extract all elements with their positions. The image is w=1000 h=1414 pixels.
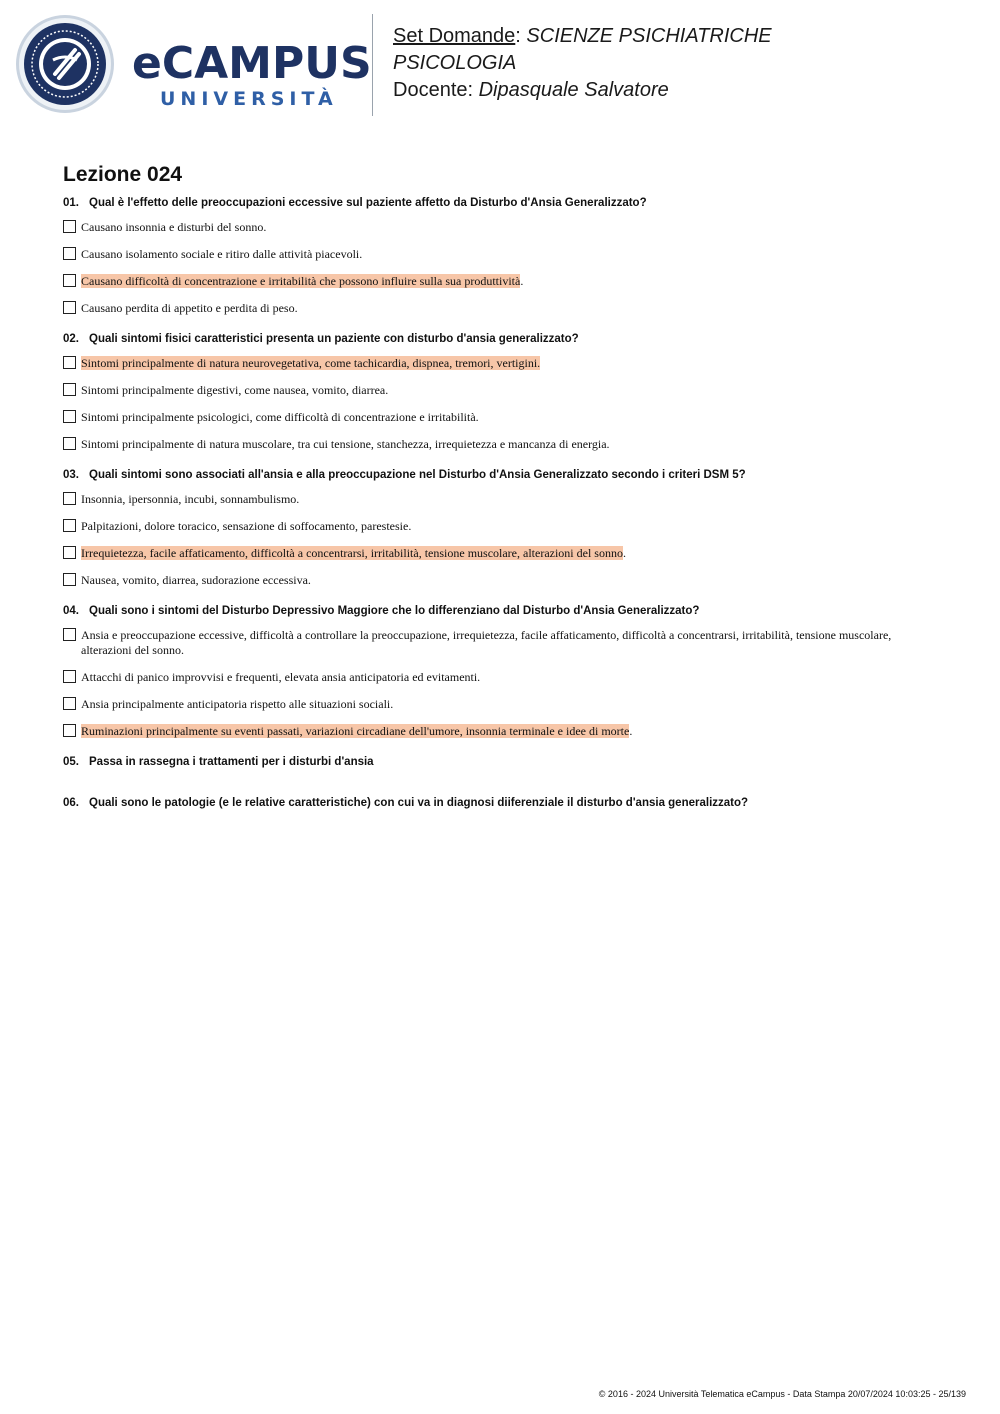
docente-label: Docente: (393, 79, 479, 101)
answer-text: Causano isolamento sociale e ritiro dalle attività piacevoli. (81, 247, 363, 261)
checkbox-icon[interactable] (63, 519, 76, 532)
set-label: Set Domande (393, 25, 516, 47)
answer-option[interactable] (63, 697, 943, 712)
question-number: 01. (63, 197, 79, 209)
answer-option[interactable] (63, 356, 943, 371)
question-label: Qual è l'effetto delle preoccupazioni eccessive sul paziente affetto da Disturbo d'Ansia Generalizzato? (89, 197, 647, 209)
question-number: 02. (63, 333, 79, 345)
answer-text: Palpitazioni, dolore toracico, sensazione di soffocamento, parestesie. (81, 519, 412, 533)
question-label: Passa in rassegna i trattamenti per i disturbi d'ansia (89, 756, 374, 768)
answer-text-tail: . (629, 724, 633, 738)
checkbox-icon[interactable] (63, 437, 76, 450)
question-label: Quali sono le patologie (e le relative caratteristiche) con cui va in diagnosi diiferenziale il disturbo d'ansia generalizzato? (89, 797, 749, 809)
brand-name: eCAMPUS (132, 38, 372, 89)
question-item (63, 755, 943, 770)
question-item (63, 468, 943, 588)
answer-option[interactable] (63, 437, 943, 452)
question-text (63, 755, 943, 770)
answer-text: Insonnia, ipersonnia, incubi, sonnambulismo. (81, 492, 300, 506)
brand-subtitle: UNIVERSITÀ (160, 88, 338, 110)
lesson-content (63, 162, 943, 837)
checkbox-icon[interactable] (63, 546, 76, 559)
answer-text-highlighted: Sintomi principalmente di natura neurovegetativa, come tachicardia, dispnea, tremori, vertigini. (81, 356, 541, 370)
answer-text-highlighted: Causano difficoltà di concentrazione e irritabilità che possono influire sulla sua produttività (81, 274, 521, 288)
set-colon: : (515, 25, 527, 47)
checkbox-icon[interactable] (63, 301, 76, 314)
question-item (63, 796, 943, 811)
answer-option[interactable] (63, 383, 943, 398)
lesson-title: Lezione 024 (63, 163, 183, 186)
question-text (63, 196, 943, 211)
question-label: Quali sintomi fisici caratteristici presenta un paziente con disturbo d'ansia generalizzato? (89, 333, 579, 345)
question-item (63, 604, 943, 739)
answer-option[interactable] (63, 410, 943, 425)
answer-option[interactable] (63, 247, 943, 262)
brand-logo (132, 40, 372, 110)
answer-option[interactable] (63, 670, 943, 685)
answer-option[interactable] (63, 573, 943, 588)
answer-option[interactable] (63, 301, 943, 316)
answer-option[interactable] (63, 220, 943, 235)
question-list (63, 196, 943, 811)
question-number: 05. (63, 756, 79, 768)
answer-text-tail: . (520, 274, 524, 288)
question-item (63, 332, 943, 452)
answer-option[interactable] (63, 546, 943, 561)
question-text (63, 468, 943, 483)
answer-text-highlighted: Irrequietezza, facile affaticamento, difficoltà a concentrarsi, irritabilità, tensione muscolare, alterazioni del sonno (81, 546, 623, 560)
checkbox-icon[interactable] (63, 724, 76, 737)
answer-option[interactable] (63, 724, 943, 739)
docente-value: Dipasquale Salvatore (478, 79, 669, 101)
answer-option[interactable] (63, 274, 943, 289)
answer-text: Ansia e preoccupazione eccessive, difficoltà a controllare la preoccupazione, irrequietezza, facile affaticamento, difficoltà a concentrarsi, irritabilità, tensione muscolare, alterazioni del sonno. (81, 628, 892, 657)
answer-text: Sintomi principalmente digestivi, come nausea, vomito, diarrea. (81, 383, 389, 397)
answer-text: Sintomi principalmente psicologici, come difficoltà di concentrazione e irritabilità. (81, 410, 479, 424)
page-header (0, 0, 1000, 130)
answer-text: Causano insonnia e disturbi del sonno. (81, 220, 267, 234)
question-label: Quali sono i sintomi del Disturbo Depressivo Maggiore che lo differenziano dal Disturbo d'Ansia Generalizzato? (89, 605, 700, 617)
checkbox-icon[interactable] (63, 573, 76, 586)
answer-text-tail: . (622, 546, 626, 560)
checkbox-icon[interactable] (63, 383, 76, 396)
answer-text-highlighted: Ruminazioni principalmente su eventi passati, variazioni circadiane dell'umore, insonnia terminale e idee di morte (81, 724, 630, 738)
set-value-line1: SCIENZE PSICHIATRICHE (526, 25, 772, 47)
university-seal-logo (15, 14, 115, 114)
header-divider (372, 14, 373, 116)
checkbox-icon[interactable] (63, 274, 76, 287)
answer-option[interactable] (63, 628, 943, 658)
question-number: 03. (63, 469, 79, 481)
question-text (63, 332, 943, 347)
checkbox-icon[interactable] (63, 697, 76, 710)
answer-text: Causano perdita di appetito e perdita di peso. (81, 301, 298, 315)
checkbox-icon[interactable] (63, 628, 76, 641)
set-value-line2: PSICOLOGIA (393, 52, 517, 74)
question-item (63, 196, 943, 316)
question-text (63, 796, 943, 811)
checkbox-icon[interactable] (63, 410, 76, 423)
checkbox-icon[interactable] (63, 220, 76, 233)
answer-option[interactable] (63, 492, 943, 507)
answer-option[interactable] (63, 519, 943, 534)
question-number: 04. (63, 605, 79, 617)
answer-text: Sintomi principalmente di natura muscolare, tra cui tensione, stanchezza, irrequietezza e mancanza di energia. (81, 437, 610, 451)
checkbox-icon[interactable] (63, 670, 76, 683)
set-info (393, 23, 772, 104)
question-label: Quali sintomi sono associati all'ansia e alla preoccupazione nel Disturbo d'Ansia Generalizzato secondo i criteri DSM 5? (89, 469, 746, 481)
answer-text: Ansia principalmente anticipatoria rispetto alle situazioni sociali. (81, 697, 394, 711)
checkbox-icon[interactable] (63, 247, 76, 260)
answer-text: Nausea, vomito, diarrea, sudorazione eccessiva. (81, 573, 311, 587)
question-text (63, 604, 943, 619)
page-footer: © 2016 - 2024 Università Telematica eCampus - Data Stampa 20/07/2024 10:03:25 - 25/139 (598, 1389, 966, 1399)
question-number: 06. (63, 797, 79, 809)
checkbox-icon[interactable] (63, 492, 76, 505)
checkbox-icon[interactable] (63, 356, 76, 369)
answer-text: Attacchi di panico improvvisi e frequenti, elevata ansia anticipatoria ed evitamenti. (81, 670, 481, 684)
